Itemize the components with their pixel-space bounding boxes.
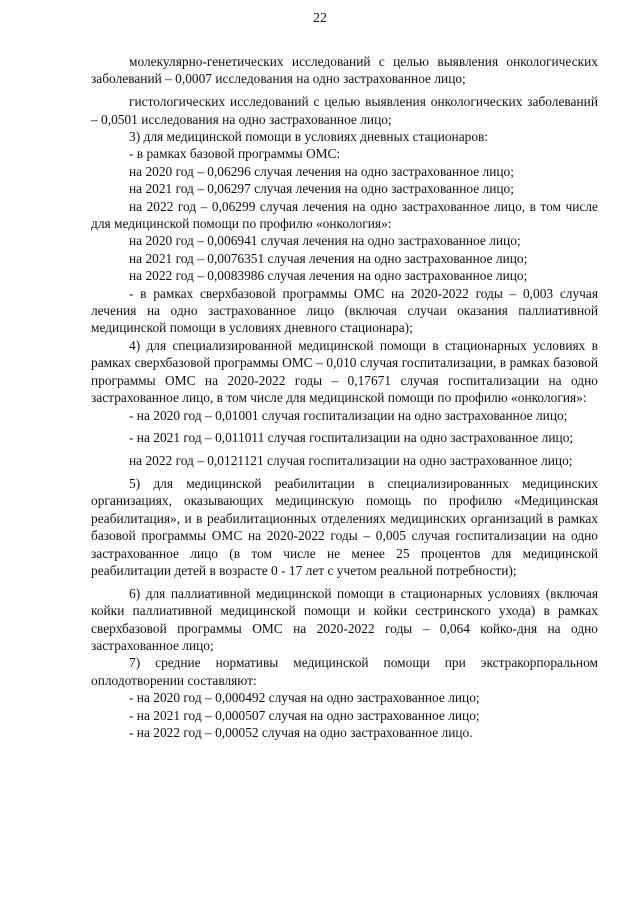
paragraph: - в рамках сверхбазовой программы ОМС на 2020-2022 годы – 0,003 случая лечения на одно застрахованное лицо (включая случаи оказания паллиативной медицинской помощи в условиях дневного стационара); bbox=[91, 285, 598, 336]
paragraph: на 2020 год – 0,06296 случая лечения на одно застрахованное лицо; bbox=[129, 163, 514, 179]
paragraph: 7) средние нормативы медицинской помощи при экстракорпоральном оплодотворении составляют: bbox=[91, 655, 598, 688]
paragraph: - на 2020 год – 0,000492 случая на одно застрахованное лицо; bbox=[129, 690, 480, 706]
paragraph: молекулярно-генетических исследований с целью выявления онкологических заболеваний – 0,0007 исследования на одно застрахованное лицо; bbox=[91, 54, 598, 87]
paragraph: на 2021 год – 0,06297 случая лечения на одно застрахованное лицо; bbox=[129, 181, 514, 197]
paragraph: гистологических исследований с целью выявления онкологических заболеваний – 0,0501 исследования на одно застрахованное лицо; bbox=[91, 94, 598, 127]
paragraph: - на 2021 год – 0,000507 случая на одно застрахованное лицо; bbox=[129, 707, 480, 723]
paragraph: 5) для медицинской реабилитации в специализированных медицинских организациях, оказывающих медицинскую помощь по профилю «Медицинская реабилитация», и в реабилитационных отделениях медицинских организаций в рамках базовой программы ОМС на 2020-2022 годы – 0,005 случая госпитализации на одно застрахованное лицо (в том числе не менее 25 процентов для медицинской реабилитации детей в возрасте 0 - 17 лет с учетом реальной потребности); bbox=[91, 475, 598, 578]
paragraph: на 2020 год – 0,006941 случая лечения на одно застрахованное лицо; bbox=[129, 233, 521, 249]
paragraph: - на 2021 год – 0,011011 случая госпитализации на одно застрахованное лицо; bbox=[129, 430, 574, 446]
paragraph: 3) для медицинской помощи в условиях дневных стационаров: bbox=[129, 129, 489, 145]
page-number: 22 bbox=[313, 11, 327, 26]
paragraph: - на 2022 год – 0,00052 случая на одно застрахованное лицо. bbox=[129, 724, 473, 740]
paragraph: на 2022 год – 0,0083986 случая лечения на одно застрахованное лицо; bbox=[129, 268, 528, 284]
paragraph: на 2022 год – 0,06299 случая лечения на одно застрахованное лицо, в том числе для медицинской помощи по профилю «онкология»: bbox=[91, 198, 598, 232]
paragraph: 4) для специализированной медицинской помощи в стационарных условиях в рамках сверхбазовой программы ОМС – 0,010 случая госпитализации, в рамках базовой программы ОМС на 2020-2022 годы – 0,17671 случая госпитализации на одно застрахованное лицо, в том числе для медицинской помощи по профилю «онкология»: bbox=[91, 337, 598, 406]
paragraph: - в рамках базовой программы ОМС: bbox=[129, 146, 341, 162]
paragraph: на 2022 год – 0,0121121 случая госпитализации на одно застрахованное лицо; bbox=[129, 453, 573, 469]
paragraph: на 2021 год – 0,0076351 случая лечения на одно застрахованное лицо; bbox=[129, 250, 528, 266]
paragraph: 6) для паллиативной медицинской помощи в стационарных условиях (включая койки паллиативной медицинской помощи и койки сестринского ухода) в рамках сверхбазовой программы ОМС на 2020-2022 годы – 0,064 койко-дня на одно застрахованное лицо; bbox=[91, 585, 598, 653]
paragraph: - на 2020 год – 0,01001 случая госпитализации на одно застрахованное лицо; bbox=[129, 407, 568, 423]
document-body bbox=[91, 53, 598, 741]
